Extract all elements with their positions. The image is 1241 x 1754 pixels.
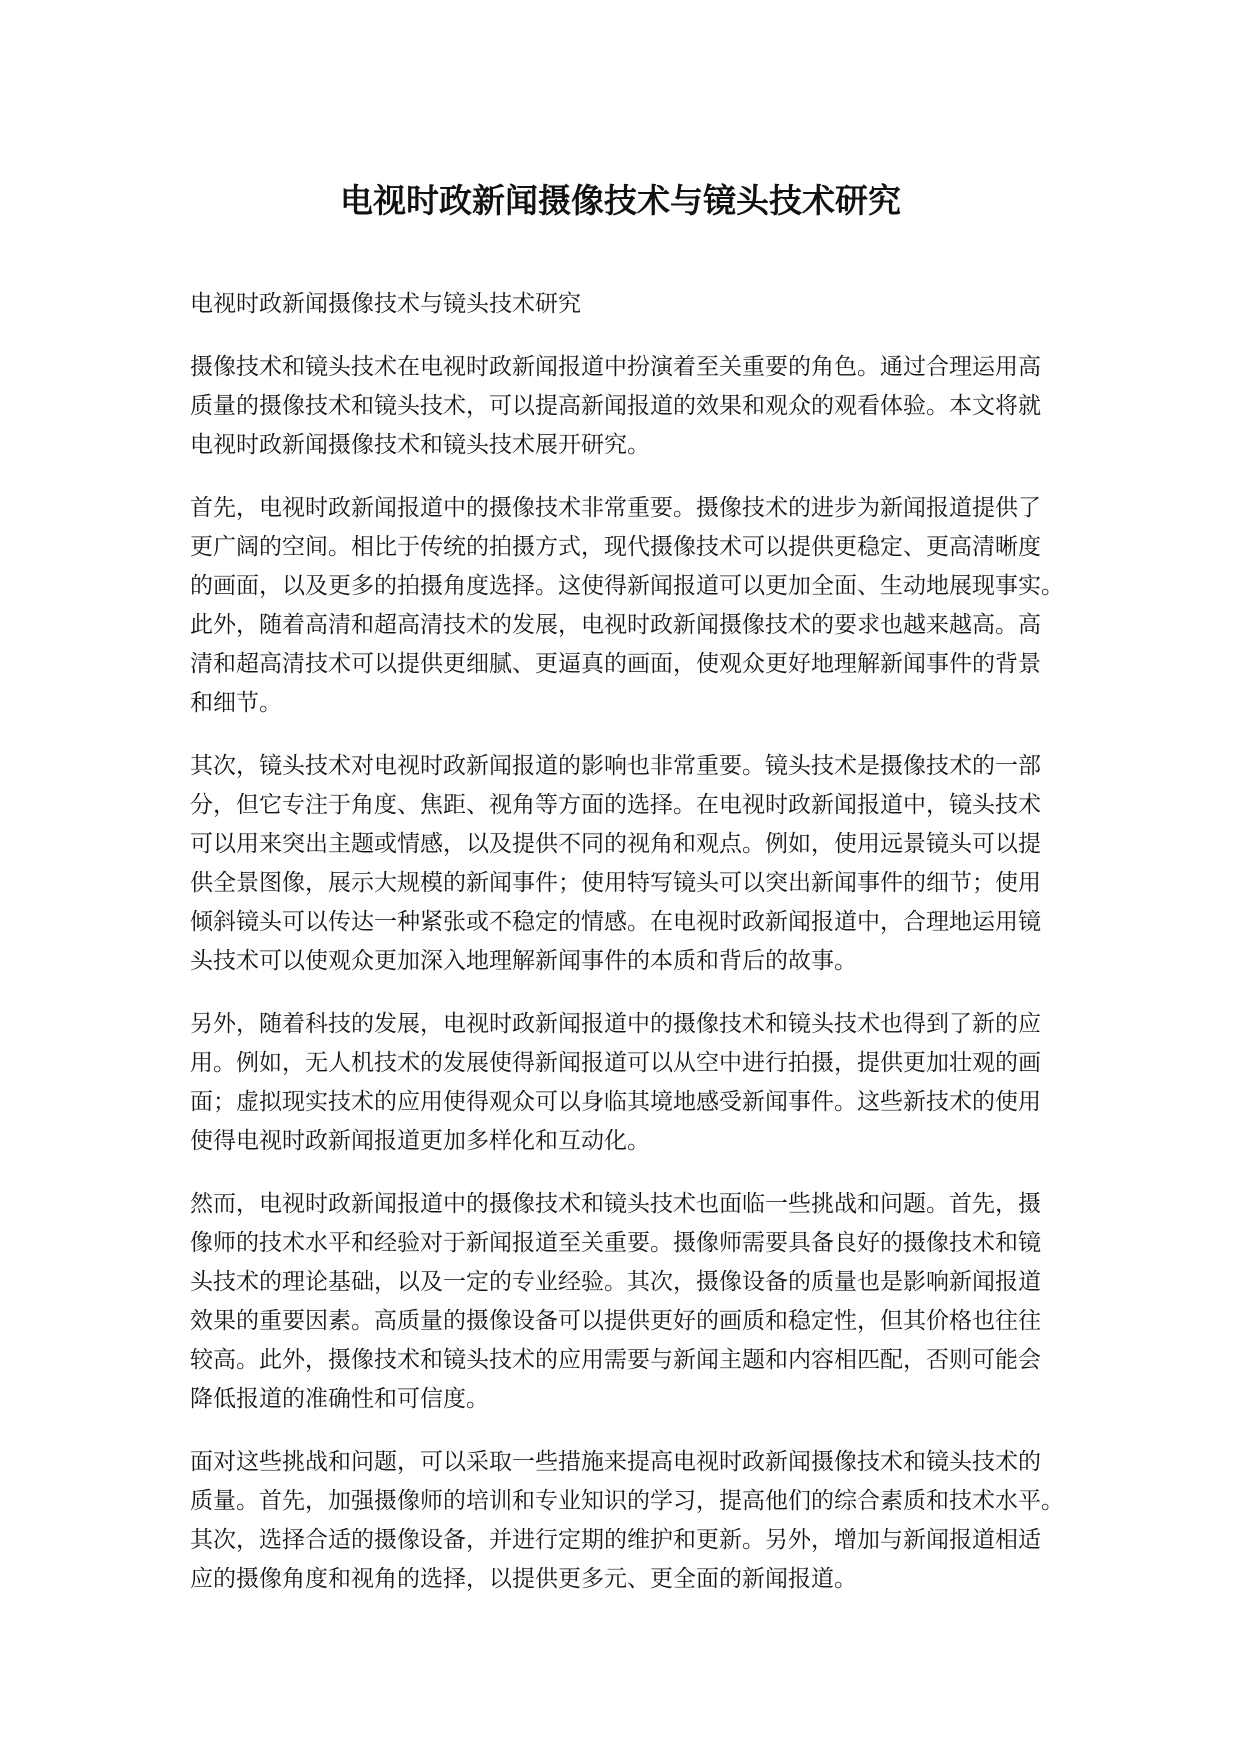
paragraph-5: [190, 1185, 1100, 1419]
paragraph-line: 头技术可以使观众更加深入地理解新闻事件的本质和背后的故事。: [190, 948, 857, 974]
paragraph-line: 分，但它专注于角度、焦距、视角等方面的选择。在电视时政新闻报道中，镜头技术: [190, 792, 1041, 818]
paragraph-line: 另外，随着科技的发展，电视时政新闻报道中的摄像技术和镜头技术也得到了新的应: [190, 1011, 1041, 1037]
document-title: 电视时政新闻摄像技术与镜头技术研究: [340, 181, 901, 220]
paragraph-line: 像师的技术水平和经验对于新闻报道至关重要。摄像师需要具备良好的摄像技术和镜: [190, 1230, 1041, 1256]
paragraph-line: 倾斜镜头可以传达一种紧张或不稳定的情感。在电视时政新闻报道中，合理地运用镜: [190, 909, 1041, 935]
paragraph-6: [190, 1443, 1100, 1599]
paragraph-line: 供全景图像，展示大规模的新闻事件；使用特写镜头可以突出新闻事件的细节；使用: [190, 870, 1041, 896]
paragraph-line: 使得电视时政新闻报道更加多样化和互动化。: [190, 1128, 650, 1154]
paragraph-line: 面对这些挑战和问题，可以采取一些措施来提高电视时政新闻摄像技术和镜头技术的: [190, 1449, 1041, 1475]
paragraph-line: 面；虚拟现实技术的应用使得观众可以身临其境地感受新闻事件。这些新技术的使用: [190, 1089, 1041, 1115]
paragraph-line: 此外，随着高清和超高清技术的发展，电视时政新闻摄像技术的要求也越来越高。高: [190, 612, 1041, 638]
paragraph-line: 更广阔的空间。相比于传统的拍摄方式，现代摄像技术可以提供更稳定、更高清晰度: [190, 534, 1041, 560]
paragraph-2: [190, 489, 1100, 723]
paragraph-line: 其次，镜头技术对电视时政新闻报道的影响也非常重要。镜头技术是摄像技术的一部: [190, 753, 1041, 779]
document-body: [190, 285, 1100, 1623]
document-subtitle: [190, 285, 1100, 324]
paragraph-line: 电视时政新闻摄像技术和镜头技术展开研究。: [190, 432, 650, 458]
paragraph-line: 较高。此外，摄像技术和镜头技术的应用需要与新闻主题和内容相匹配，否则可能会: [190, 1347, 1041, 1373]
paragraph-line: 摄像技术和镜头技术在电视时政新闻报道中扮演着至关重要的角色。通过合理运用高: [190, 354, 1041, 380]
paragraph-line: 降低报道的准确性和可信度。: [190, 1386, 489, 1412]
paragraph-line: 应的摄像角度和视角的选择，以提供更多元、更全面的新闻报道。: [190, 1566, 857, 1592]
paragraph-line: 首先，电视时政新闻报道中的摄像技术非常重要。摄像技术的进步为新闻报道提供了: [190, 495, 1041, 521]
paragraph-3: [190, 747, 1100, 981]
subtitle-line: 电视时政新闻摄像技术与镜头技术研究: [190, 291, 581, 317]
paragraph-line: 头技术的理论基础，以及一定的专业经验。其次，摄像设备的质量也是影响新闻报道: [190, 1269, 1041, 1295]
paragraph-4: [190, 1005, 1100, 1161]
paragraph-line: 效果的重要因素。高质量的摄像设备可以提供更好的画质和稳定性，但其价格也往往: [190, 1308, 1041, 1334]
paragraph-line: 可以用来突出主题或情感，以及提供不同的视角和观点。例如，使用远景镜头可以提: [190, 831, 1041, 857]
paragraph-line: 的画面，以及更多的拍摄角度选择。这使得新闻报道可以更加全面、生动地展现事实。: [190, 573, 1064, 599]
paragraph-line: 其次，选择合适的摄像设备，并进行定期的维护和更新。另外，增加与新闻报道相适: [190, 1527, 1041, 1553]
paragraph-line: 质量的摄像技术和镜头技术，可以提高新闻报道的效果和观众的观看体验。本文将就: [190, 393, 1041, 419]
paragraph-line: 清和超高清技术可以提供更细腻、更逼真的画面，使观众更好地理解新闻事件的背景: [190, 651, 1041, 677]
paragraph-line: 用。例如，无人机技术的发展使得新闻报道可以从空中进行拍摄，提供更加壮观的画: [190, 1050, 1041, 1076]
paragraph-line: 质量。首先，加强摄像师的培训和专业知识的学习，提高他们的综合素质和技术水平。: [190, 1488, 1064, 1514]
paragraph-line: 和细节。: [190, 690, 282, 716]
paragraph-line: 然而，电视时政新闻报道中的摄像技术和镜头技术也面临一些挑战和问题。首先，摄: [190, 1191, 1041, 1217]
paragraph-1: [190, 348, 1100, 465]
